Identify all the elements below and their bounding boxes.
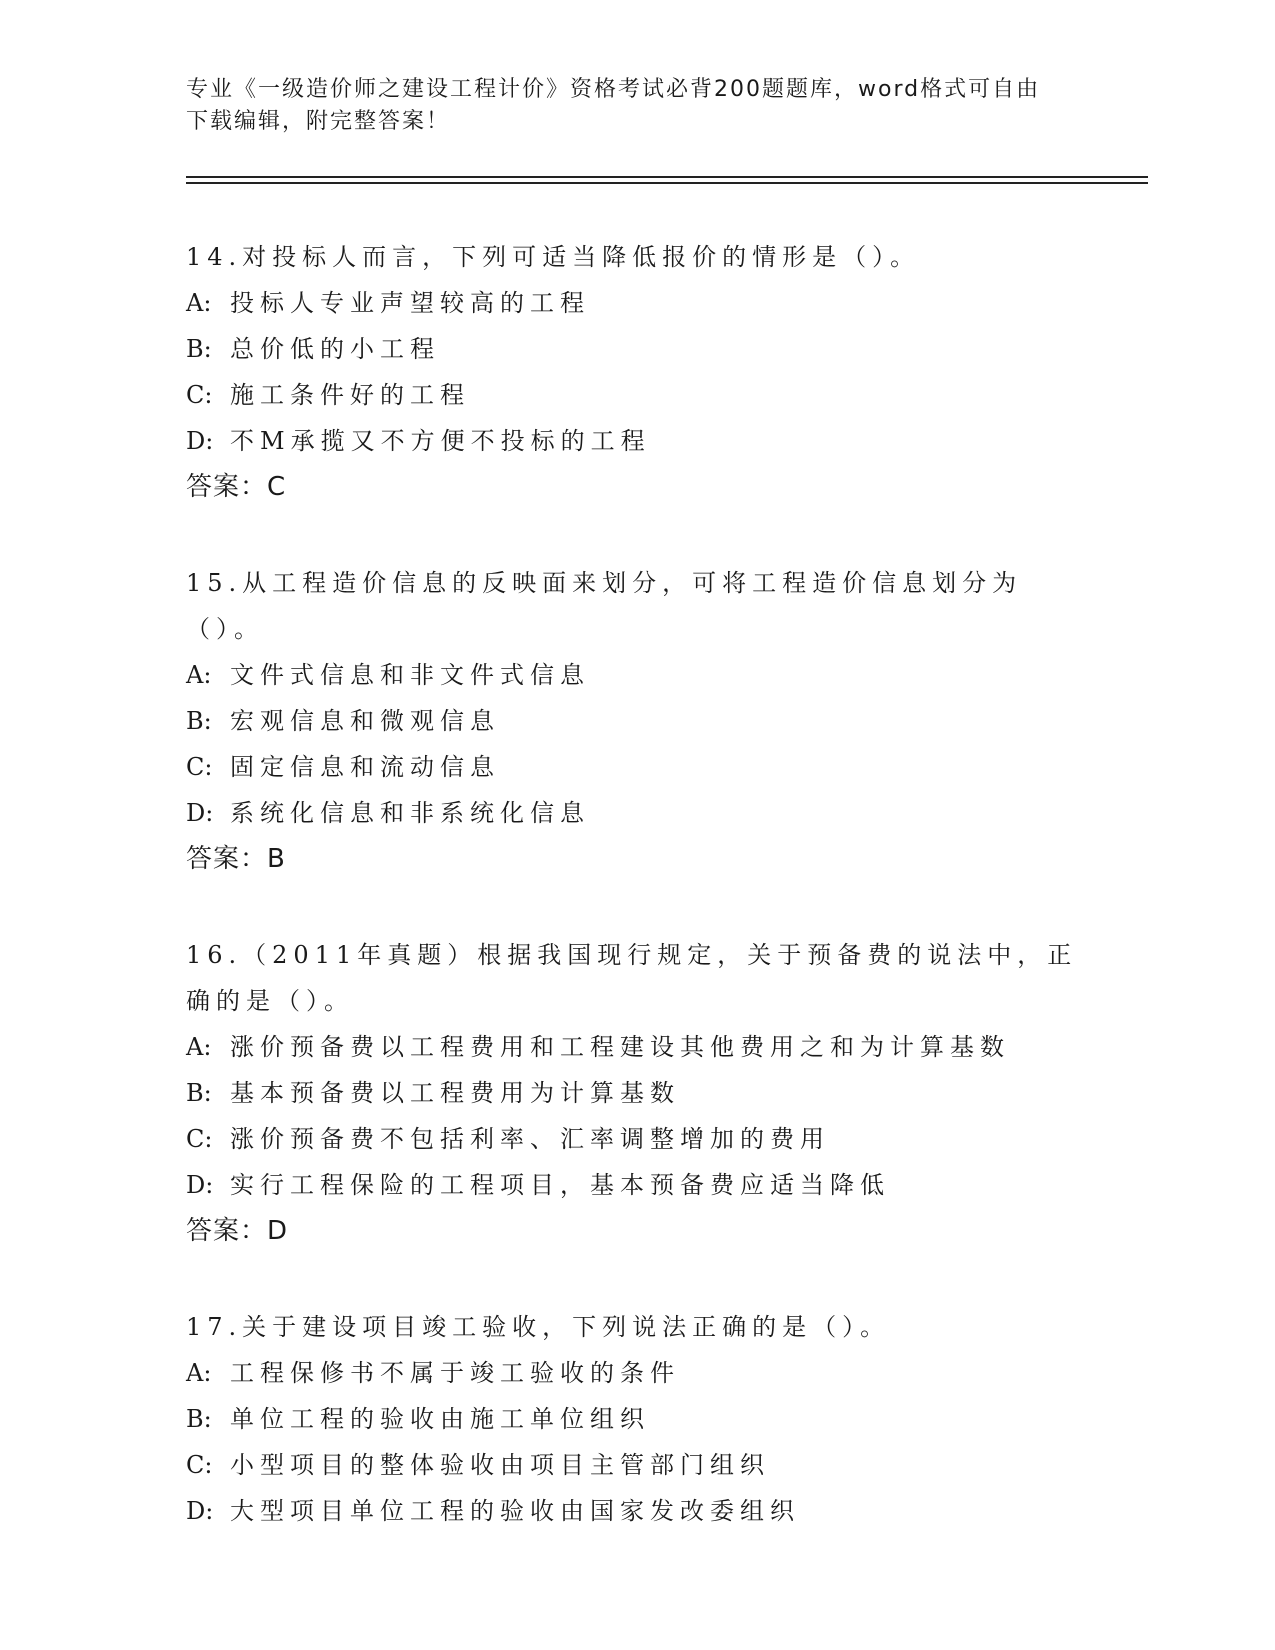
option-key: A: (186, 661, 212, 689)
option-a (186, 1024, 1086, 1070)
option-c (186, 1442, 1086, 1488)
option-b (186, 326, 1086, 372)
option-a (186, 652, 1086, 698)
option-d (186, 1488, 1086, 1534)
option-key: D: (186, 799, 214, 827)
option-b (186, 698, 1086, 744)
option-text: 单位工程的验收由施工单位组织 (230, 1405, 650, 1433)
option-text: 涨价预备费以工程费用和工程建设其他费用之和为计算基数 (230, 1033, 1010, 1061)
question-17 (186, 1304, 1086, 1534)
option-key: C: (186, 1125, 213, 1153)
option-text: 总价低的小工程 (230, 335, 440, 363)
option-key: D: (186, 427, 214, 455)
option-key: C: (186, 1451, 213, 1479)
option-text: 文件式信息和非文件式信息 (230, 661, 590, 689)
option-key: B: (186, 1079, 212, 1107)
option-d (186, 418, 1086, 464)
question-stem: 16.（2011年真题）根据我国现行规定，关于预备费的说法中，正确的是（）。 (186, 941, 1078, 1015)
document-header (186, 74, 1086, 138)
option-key: A: (186, 1359, 212, 1387)
option-text: 工程保修书不属于竣工验收的条件 (230, 1359, 680, 1387)
header-divider-bottom (186, 182, 1148, 184)
option-key: C: (186, 381, 213, 409)
option-c (186, 744, 1086, 790)
option-key: A: (186, 289, 212, 317)
question-16 (186, 932, 1086, 1254)
option-a (186, 1350, 1086, 1396)
header-line-1: 专业《一级造价师之建设工程计价》资格考试必背200题题库，word格式可自由 (186, 77, 1041, 102)
option-d (186, 790, 1086, 836)
option-text: 实行工程保险的工程项目，基本预备费应适当降低 (230, 1171, 890, 1199)
option-b (186, 1396, 1086, 1442)
option-key: B: (186, 1405, 212, 1433)
option-key: C: (186, 753, 213, 781)
answer-label: 答案：D (186, 1216, 289, 1246)
option-b (186, 1070, 1086, 1116)
option-c (186, 1116, 1086, 1162)
question-list (186, 234, 1086, 1584)
option-text: 不M承揽又不方便不投标的工程 (230, 427, 651, 455)
answer-label: 答案：B (186, 844, 286, 874)
question-14 (186, 234, 1086, 510)
option-a (186, 280, 1086, 326)
header-divider-top (186, 176, 1148, 178)
answer-label: 答案：C (186, 472, 287, 502)
option-text: 小型项目的整体验收由项目主管部门组织 (230, 1451, 770, 1479)
option-text: 大型项目单位工程的验收由国家发改委组织 (230, 1497, 800, 1525)
option-key: D: (186, 1171, 214, 1199)
question-stem: 14.对投标人而言，下列可适当降低报价的情形是（）。 (186, 243, 921, 271)
question-stem: 17.关于建设项目竣工验收，下列说法正确的是（）。 (186, 1313, 891, 1341)
option-key: D: (186, 1497, 214, 1525)
option-c (186, 372, 1086, 418)
option-text: 投标人专业声望较高的工程 (230, 289, 590, 317)
option-key: B: (186, 707, 212, 735)
option-d (186, 1162, 1086, 1208)
option-text: 施工条件好的工程 (230, 381, 470, 409)
option-text: 基本预备费以工程费用为计算基数 (230, 1079, 680, 1107)
option-key: B: (186, 335, 212, 363)
question-stem: 15.从工程造价信息的反映面来划分，可将工程造价信息划分为（）。 (186, 569, 1023, 643)
option-text: 涨价预备费不包括利率、汇率调整增加的费用 (230, 1125, 830, 1153)
option-text: 系统化信息和非系统化信息 (230, 799, 590, 827)
option-key: A: (186, 1033, 212, 1061)
header-line-2: 下载编辑，附完整答案！ (186, 109, 451, 134)
question-15 (186, 560, 1086, 882)
option-text: 固定信息和流动信息 (230, 753, 500, 781)
option-text: 宏观信息和微观信息 (230, 707, 500, 735)
